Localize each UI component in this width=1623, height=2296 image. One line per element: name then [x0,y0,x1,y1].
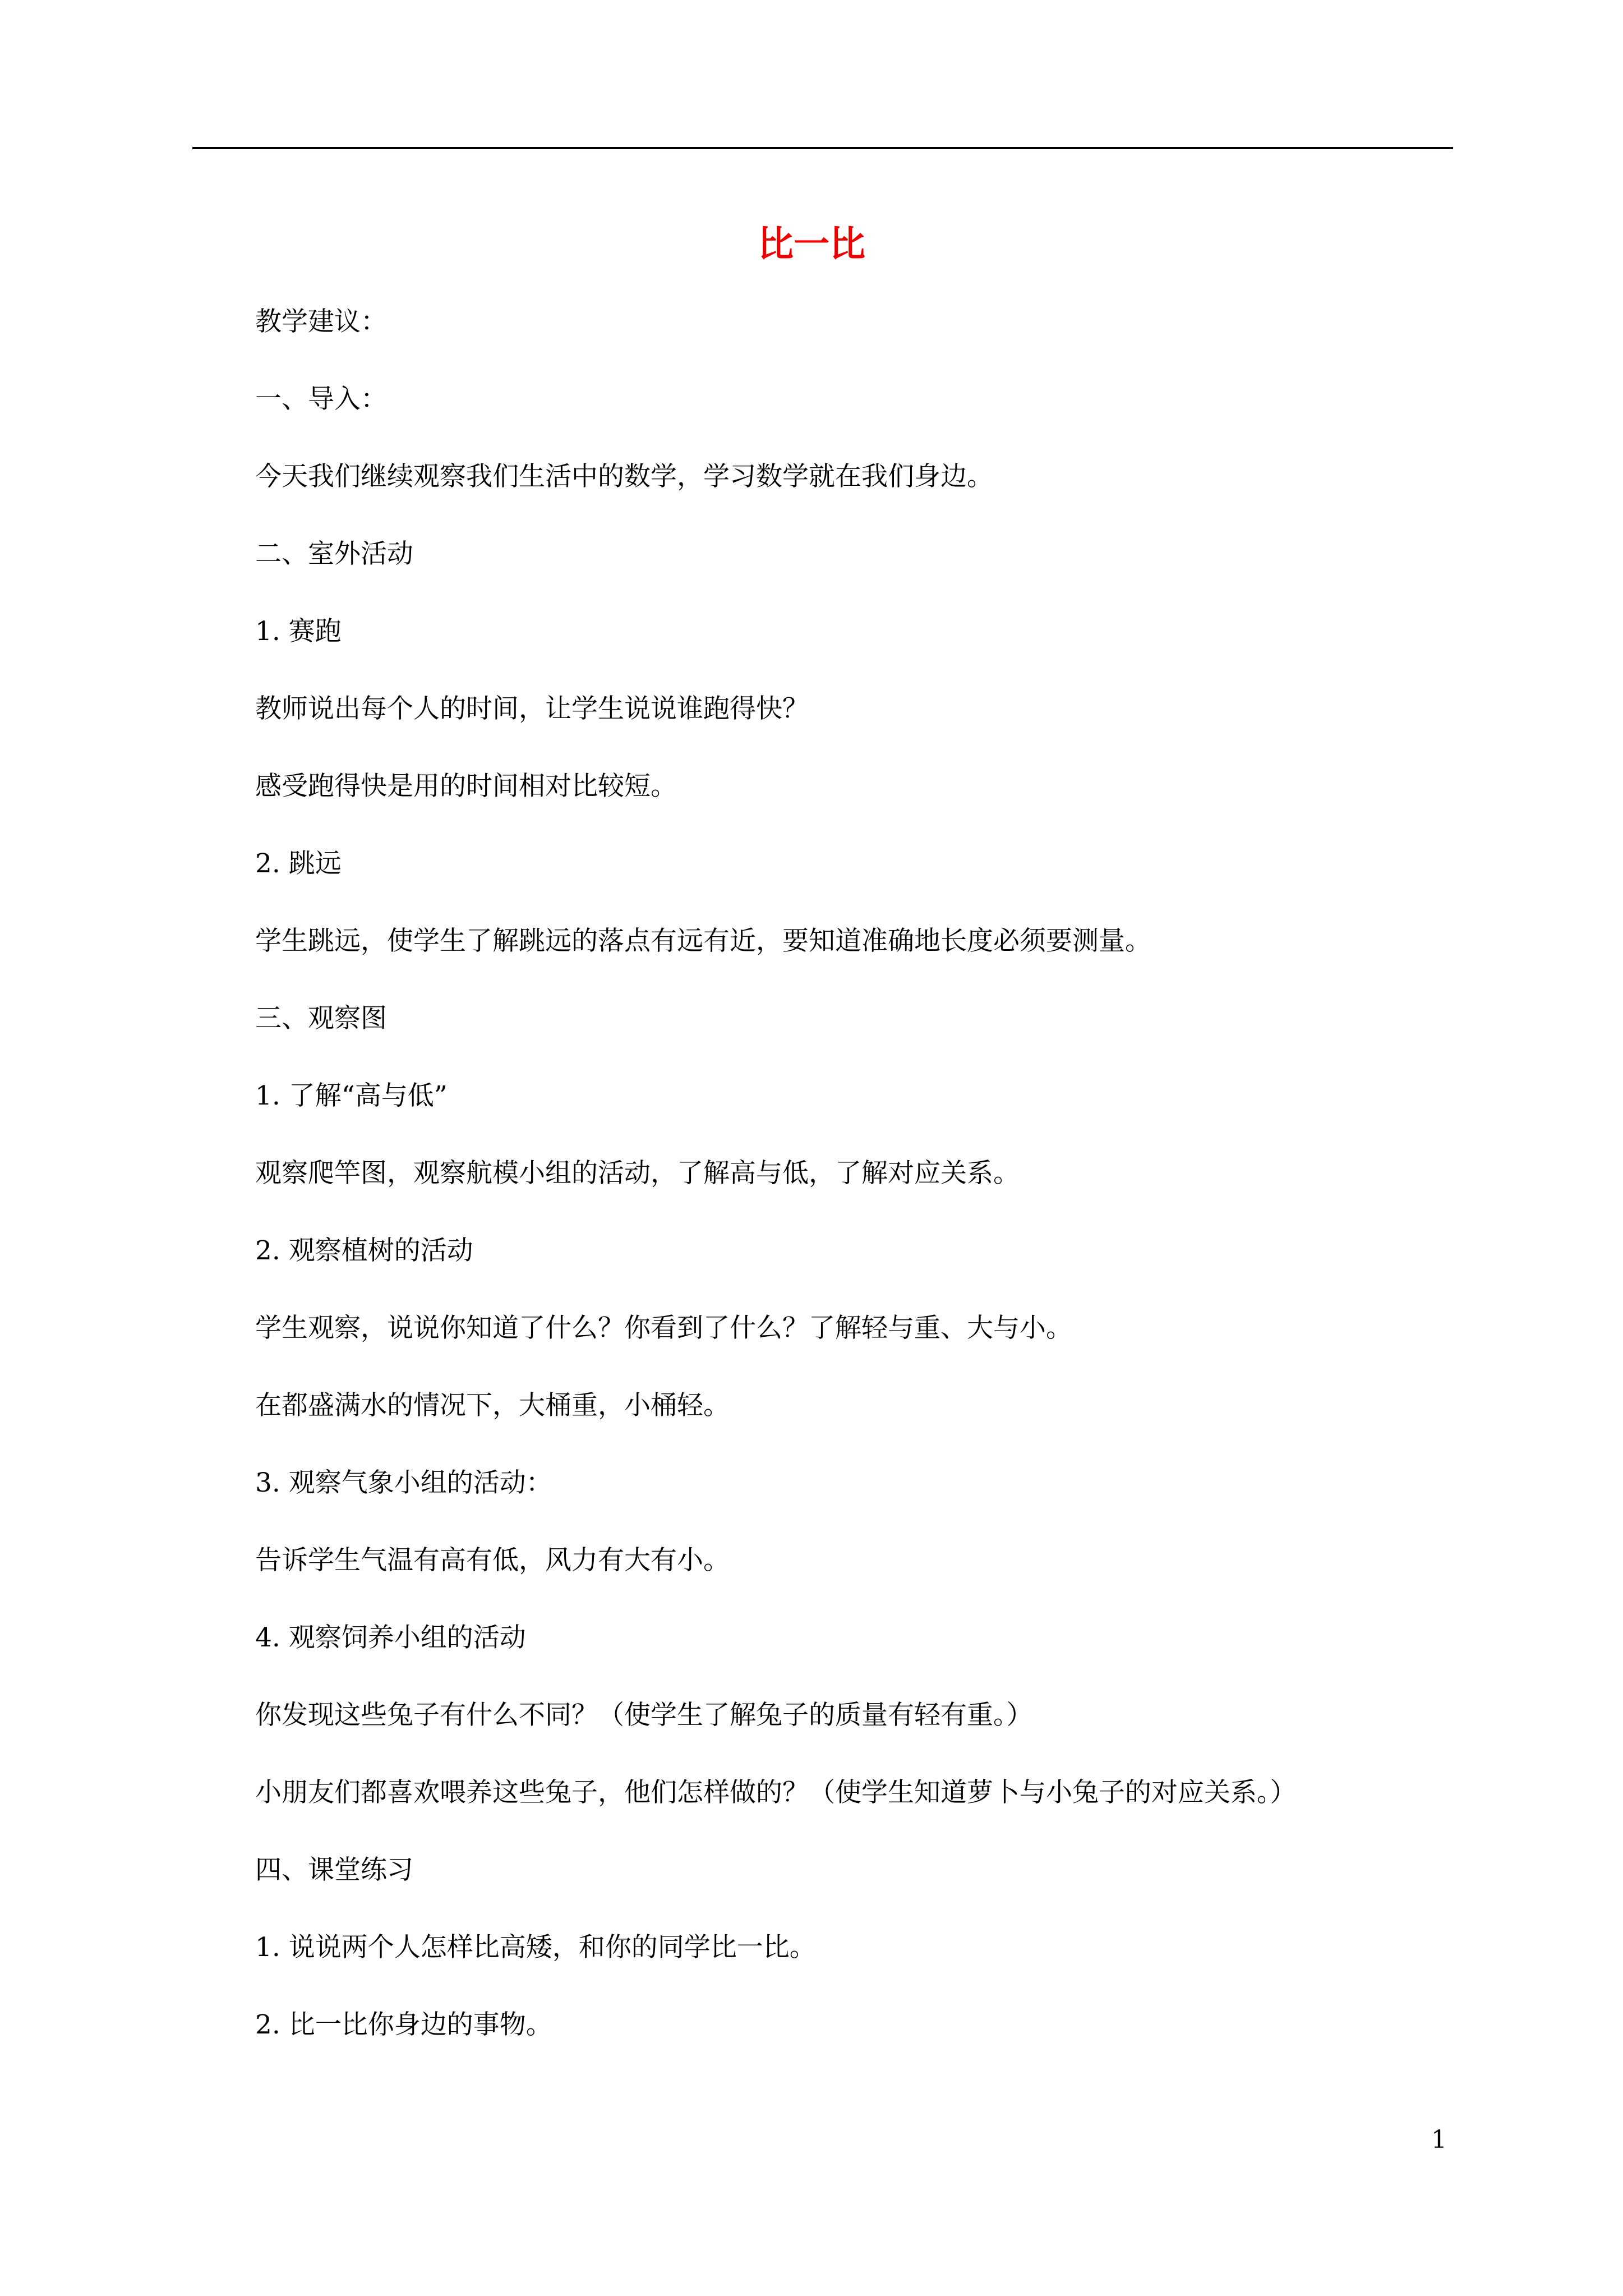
paragraph: 教师说出每个人的时间，让学生说说谁跑得快？ [255,693,809,724]
subheading-weather-group: 3. 观察气象小组的活动： [255,1467,552,1498]
document-body [255,303,1455,2083]
paragraph: 今天我们继续观察我们生活中的数学，学习数学就在我们身边。 [255,461,993,492]
subheading-race: 1. 赛跑 [255,616,342,647]
paragraph: 告诉学生气温有高有低，风力有大有小。 [255,1545,730,1576]
header-rule [192,147,1453,149]
paragraph: 感受跑得快是用的时间相对比较短。 [255,771,677,802]
paragraph: 学生跳远，使学生了解跳远的落点有远有近，要知道准确地长度必须要测量。 [255,926,1151,956]
exercise-item: 2. 比一比你身边的事物。 [255,2009,552,2040]
section-heading-class-practice: 四、课堂练习 [255,1855,413,1885]
paragraph: 你发现这些兔子有什么不同？（使学生了解兔子的质量有轻有重。） [255,1700,1033,1731]
exercise-item: 1. 说说两个人怎样比高矮，和你的同学比一比。 [255,1932,816,1963]
paragraph-teaching-suggestion: 教学建议： [255,306,387,337]
document-title: 比一比 [758,223,865,265]
section-heading-observe-pictures: 三、观察图 [255,1003,387,1034]
subheading-long-jump: 2. 跳远 [255,848,342,879]
subheading-tree-planting: 2. 观察植树的活动 [255,1235,473,1266]
paragraph: 观察爬竿图，观察航模小组的活动，了解高与低，了解对应关系。 [255,1158,1020,1189]
paragraph: 学生观察，说说你知道了什么？你看到了什么？了解轻与重、大与小。 [255,1313,1072,1343]
subheading-feeding-group: 4. 观察饲养小组的活动 [255,1622,526,1653]
page-number: 1 [1431,2125,1447,2154]
section-heading-introduction: 一、导入： [255,384,387,415]
paragraph: 小朋友们都喜欢喂养这些兔子，他们怎样做的？（使学生知道萝卜与小兔子的对应关系。） [255,1777,1297,1808]
paragraph: 在都盛满水的情况下，大桶重，小桶轻。 [255,1390,730,1421]
section-heading-outdoor-activity: 二、室外活动 [255,539,413,569]
subheading-high-low: 1. 了解“高与低” [255,1080,448,1111]
